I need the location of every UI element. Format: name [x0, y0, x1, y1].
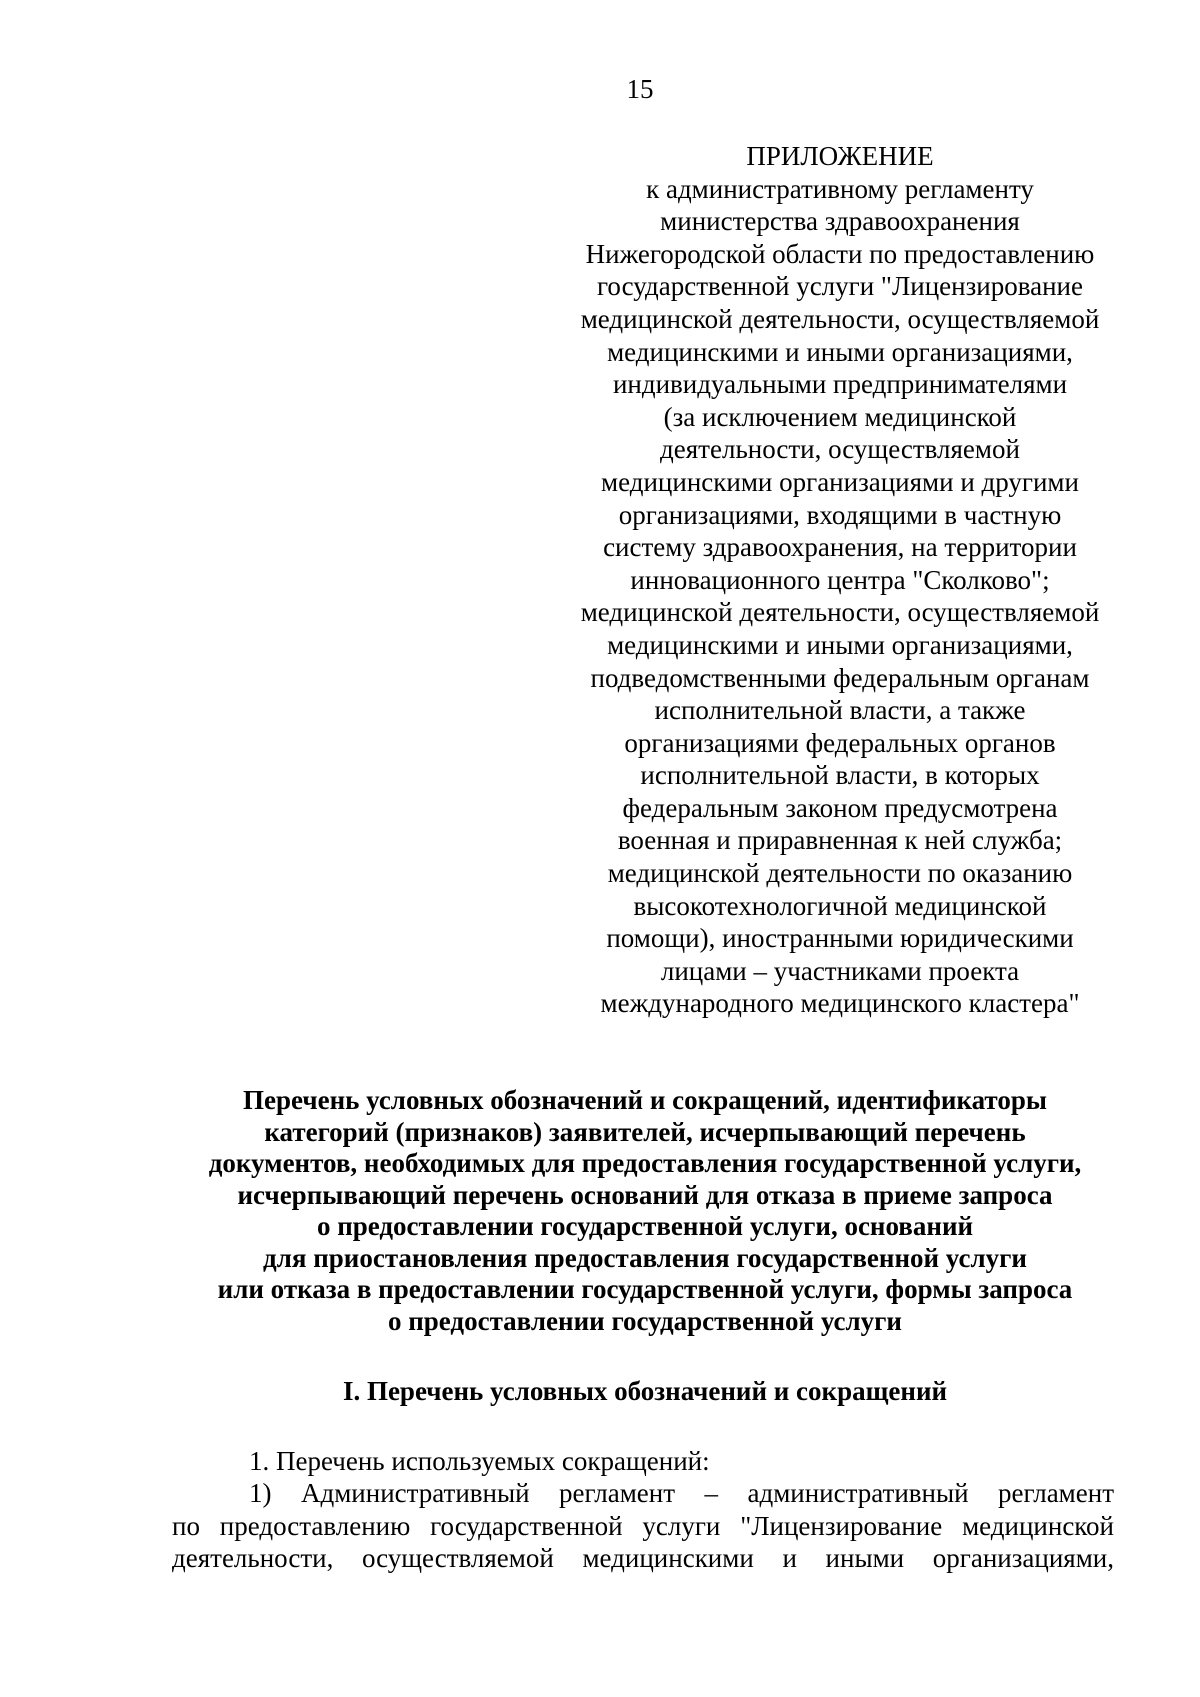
appendix-line: организациями федеральных органов [624, 727, 1056, 758]
paragraph-line: по предоставлению государственной услуги "Лицензирование медицинской [172, 1510, 1114, 1541]
paragraph-sub-item-1 [172, 1477, 1114, 1575]
appendix-header [560, 140, 1120, 1020]
appendix-line: министерства здравоохранения [660, 206, 1020, 237]
appendix-title: ПРИЛОЖЕНИЕ [746, 141, 934, 171]
appendix-line: помощи), иностранными юридическими [606, 923, 1074, 954]
document-title-line: Перечень условных обозначений и сокращений, идентификаторы [243, 1085, 1047, 1115]
appendix-line: медицинскими и иными организациями, [607, 336, 1073, 367]
appendix-line: к административному регламенту [646, 173, 1034, 204]
appendix-line: лицами – участниками проекта [660, 955, 1020, 986]
appendix-line: Нижегородской области по предоставлению [585, 238, 1095, 269]
appendix-line: медицинскими и иными организациями, [607, 629, 1073, 660]
appendix-line: исполнительной власти, в которых [640, 760, 1040, 791]
document-title [140, 1085, 1150, 1337]
appendix-line: инновационного центра "Сколково"; [630, 564, 1050, 595]
appendix-line: медицинской деятельности, осуществляемой [580, 597, 1100, 628]
paragraph-item-1: 1. Перечень используемых сокращений: [249, 1446, 710, 1476]
appendix-line: государственной услуги "Лицензирование [597, 271, 1083, 302]
paragraph-line: 1) Административный регламент – административный регламент [249, 1478, 1114, 1508]
document-title-line: для приостановления предоставления государственной услуги [263, 1242, 1027, 1273]
appendix-line: высокотехнологичной медицинской [633, 890, 1047, 921]
document-title-line: о предоставлении государственной услуги [387, 1305, 902, 1336]
document-title-line: исчерпывающий перечень оснований для отказа в приеме запроса [237, 1179, 1053, 1210]
document-title-line: категорий (признаков) заявителей, исчерпывающий перечень [264, 1116, 1026, 1147]
appendix-line: систему здравоохранения, на территории [603, 532, 1077, 563]
appendix-line: (за исключением медицинской [663, 401, 1017, 432]
appendix-line: военная и приравненная к ней служба; [617, 825, 1063, 856]
appendix-line: подведомственными федеральным органам [590, 662, 1090, 693]
appendix-line: деятельности, осуществляемой [660, 434, 1020, 465]
appendix-line: индивидуальными предпринимателями [612, 369, 1068, 400]
appendix-line: медицинской деятельности по оказанию [607, 858, 1073, 889]
appendix-line: федеральным законом предусмотрена [622, 792, 1058, 823]
appendix-line: исполнительной власти, а также [654, 695, 1026, 726]
section-heading: I. Перечень условных обозначений и сокращений [342, 1376, 948, 1406]
appendix-line: медицинской деятельности, осуществляемой [580, 303, 1100, 334]
appendix-line: медицинскими организациями и другими [601, 466, 1079, 497]
paragraph-line: деятельности, осуществляемой медицинскими и иными организациями, [172, 1543, 1114, 1573]
document-title-line: документов, необходимых для предоставления государственной услуги, [208, 1148, 1082, 1178]
document-title-line: или отказа в предоставлении государственной услуги, формы запроса [217, 1274, 1073, 1304]
page-number: 15 [626, 74, 654, 104]
appendix-line: организациями, входящими в частную [618, 499, 1062, 530]
appendix-line: международного медицинского кластера" [600, 988, 1080, 1019]
document-title-line: о предоставлении государственной услуги, оснований [316, 1211, 974, 1241]
